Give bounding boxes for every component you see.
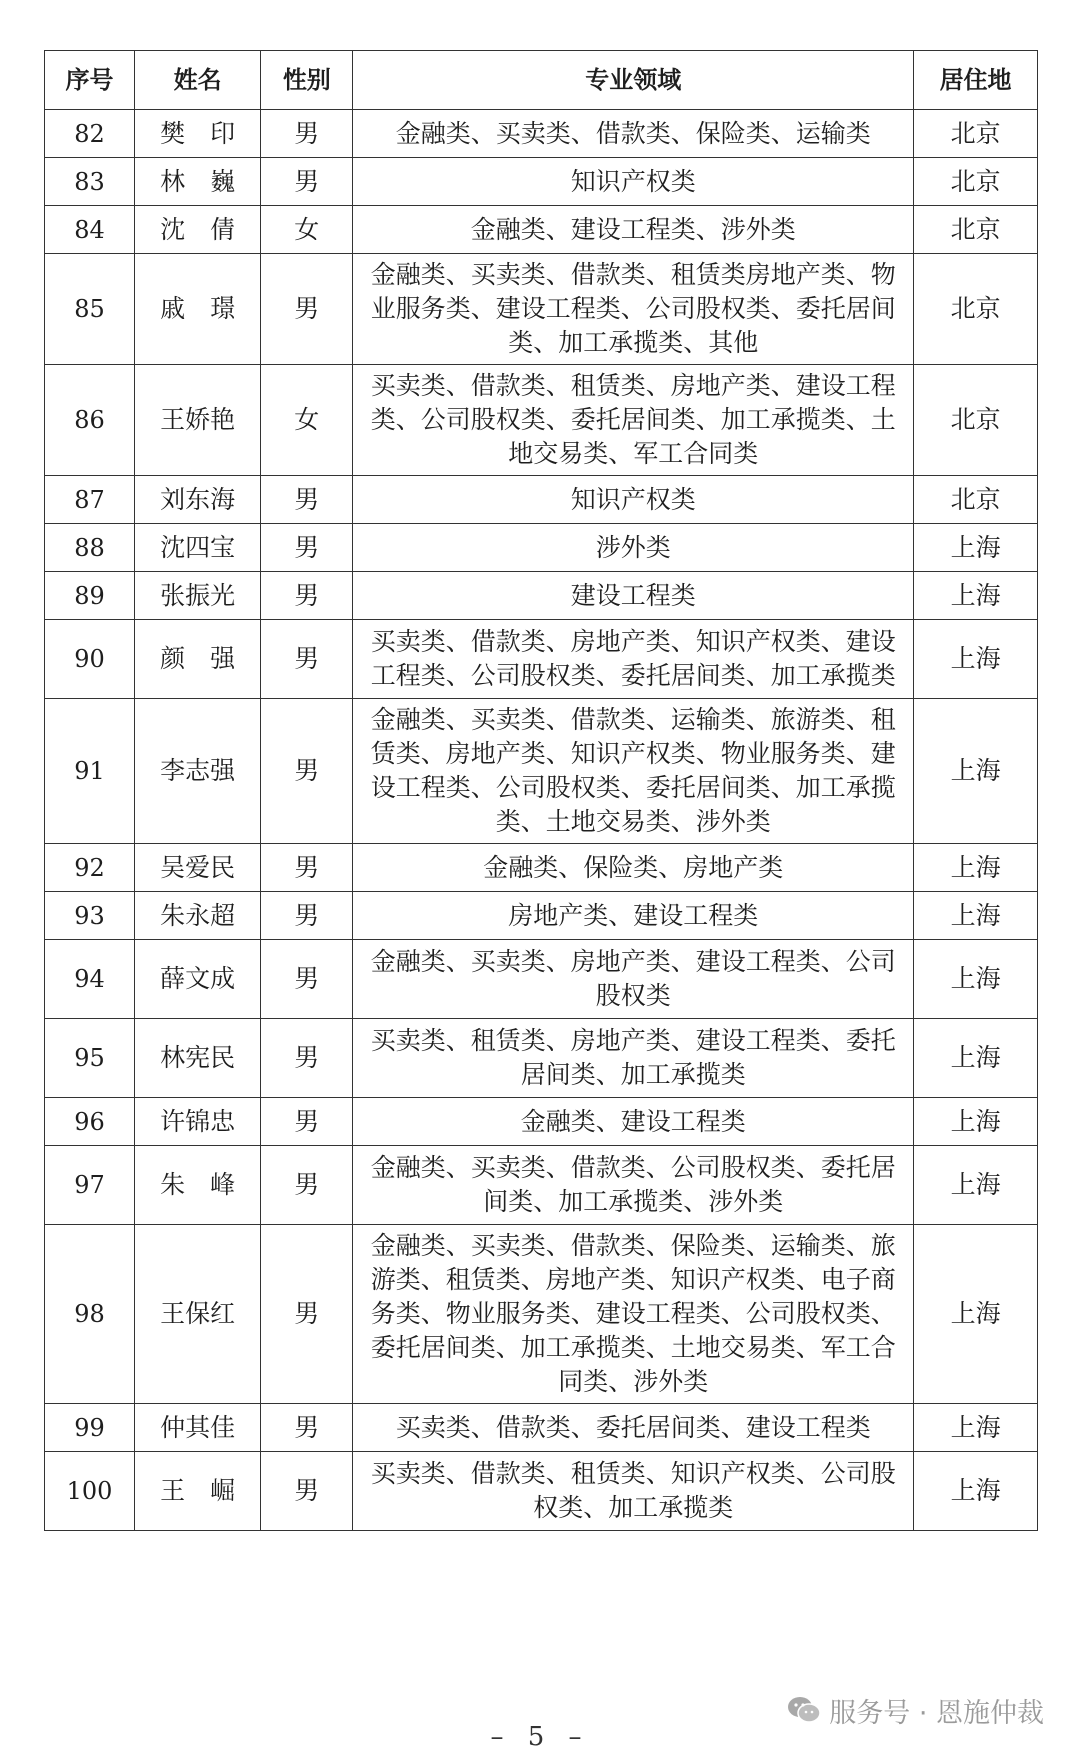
table-row <box>45 476 1038 524</box>
cell-index: 82 <box>45 110 135 158</box>
table-row <box>45 110 1038 158</box>
cell-field: 建设工程类 <box>353 572 914 620</box>
cell-name: 颜 强 <box>135 620 261 699</box>
cell-gender: 男 <box>261 1098 353 1146</box>
table-row <box>45 844 1038 892</box>
cell-residence: 北京 <box>914 254 1038 365</box>
table-row <box>45 940 1038 1019</box>
cell-index: 91 <box>45 699 135 844</box>
cell-name: 刘东海 <box>135 476 261 524</box>
cell-field: 涉外类 <box>353 524 914 572</box>
header-residence: 居住地 <box>914 51 1038 110</box>
cell-field: 金融类、买卖类、房地产类、建设工程类、公司股权类 <box>353 940 914 1019</box>
cell-gender: 男 <box>261 1146 353 1225</box>
table-row <box>45 365 1038 476</box>
cell-residence: 上海 <box>914 1452 1038 1531</box>
table-row <box>45 1098 1038 1146</box>
cell-name: 王 崛 <box>135 1452 261 1531</box>
cell-residence: 北京 <box>914 365 1038 476</box>
cell-field: 买卖类、借款类、租赁类、房地产类、建设工程类、公司股权类、委托居间类、加工承揽类、土地交易类、军工合同类 <box>353 365 914 476</box>
table-row <box>45 620 1038 699</box>
cell-index: 100 <box>45 1452 135 1531</box>
table-row <box>45 1225 1038 1404</box>
cell-gender: 男 <box>261 110 353 158</box>
cell-residence: 北京 <box>914 158 1038 206</box>
cell-residence: 上海 <box>914 844 1038 892</box>
cell-name: 仲其佳 <box>135 1404 261 1452</box>
cell-index: 85 <box>45 254 135 365</box>
cell-field: 金融类、建设工程类 <box>353 1098 914 1146</box>
cell-gender: 男 <box>261 572 353 620</box>
wechat-icon <box>787 1696 821 1724</box>
table-row <box>45 206 1038 254</box>
cell-gender: 男 <box>261 844 353 892</box>
table-row <box>45 892 1038 940</box>
cell-gender: 女 <box>261 206 353 254</box>
watermark-text: 服务号 · 恩施仲裁 <box>829 1697 1044 1729</box>
cell-name: 许锦忠 <box>135 1098 261 1146</box>
header-name: 姓名 <box>135 51 261 110</box>
table-header-row <box>45 51 1038 110</box>
cell-name: 王娇艳 <box>135 365 261 476</box>
cell-residence: 北京 <box>914 110 1038 158</box>
cell-name: 薛文成 <box>135 940 261 1019</box>
table-row <box>45 699 1038 844</box>
cell-name: 朱 峰 <box>135 1146 261 1225</box>
table-row <box>45 572 1038 620</box>
cell-gender: 男 <box>261 524 353 572</box>
cell-index: 94 <box>45 940 135 1019</box>
cell-gender: 男 <box>261 620 353 699</box>
table-row <box>45 254 1038 365</box>
cell-field: 买卖类、借款类、租赁类、知识产权类、公司股权类、加工承揽类 <box>353 1452 914 1531</box>
cell-name: 樊 印 <box>135 110 261 158</box>
cell-field: 买卖类、租赁类、房地产类、建设工程类、委托居间类、加工承揽类 <box>353 1019 914 1098</box>
cell-gender: 男 <box>261 699 353 844</box>
cell-gender: 男 <box>261 1019 353 1098</box>
header-field: 专业领域 <box>353 51 914 110</box>
cell-index: 96 <box>45 1098 135 1146</box>
page-number: – 5 – <box>490 1722 590 1752</box>
cell-field: 金融类、买卖类、借款类、运输类、旅游类、租赁类、房地产类、知识产权类、物业服务类、建设工程类、公司股权类、委托居间类、加工承揽类、土地交易类、涉外类 <box>353 699 914 844</box>
cell-index: 93 <box>45 892 135 940</box>
cell-name: 林宪民 <box>135 1019 261 1098</box>
cell-name: 吴爱民 <box>135 844 261 892</box>
cell-residence: 上海 <box>914 1146 1038 1225</box>
table-row <box>45 1146 1038 1225</box>
cell-name: 李志强 <box>135 699 261 844</box>
cell-gender: 男 <box>261 254 353 365</box>
cell-field: 知识产权类 <box>353 476 914 524</box>
cell-gender: 男 <box>261 1404 353 1452</box>
cell-residence: 上海 <box>914 699 1038 844</box>
table-body <box>45 110 1038 1531</box>
cell-index: 89 <box>45 572 135 620</box>
cell-residence: 北京 <box>914 476 1038 524</box>
header-gender: 性别 <box>261 51 353 110</box>
cell-index: 99 <box>45 1404 135 1452</box>
cell-residence: 上海 <box>914 940 1038 1019</box>
table-row <box>45 1404 1038 1452</box>
cell-name: 林 巍 <box>135 158 261 206</box>
cell-index: 84 <box>45 206 135 254</box>
cell-index: 92 <box>45 844 135 892</box>
table-row <box>45 1019 1038 1098</box>
cell-gender: 男 <box>261 1452 353 1531</box>
cell-name: 沈 倩 <box>135 206 261 254</box>
cell-index: 87 <box>45 476 135 524</box>
cell-residence: 上海 <box>914 1098 1038 1146</box>
cell-field: 金融类、买卖类、借款类、公司股权类、委托居间类、加工承揽类、涉外类 <box>353 1146 914 1225</box>
cell-gender: 男 <box>261 1225 353 1404</box>
cell-name: 朱永超 <box>135 892 261 940</box>
cell-index: 98 <box>45 1225 135 1404</box>
table-row <box>45 158 1038 206</box>
cell-gender: 男 <box>261 892 353 940</box>
cell-residence: 上海 <box>914 1404 1038 1452</box>
cell-name: 王保红 <box>135 1225 261 1404</box>
cell-index: 95 <box>45 1019 135 1098</box>
cell-field: 金融类、买卖类、借款类、租赁类房地产类、物业服务类、建设工程类、公司股权类、委托居间类、加工承揽类、其他 <box>353 254 914 365</box>
cell-gender: 男 <box>261 476 353 524</box>
cell-residence: 上海 <box>914 572 1038 620</box>
cell-gender: 男 <box>261 940 353 1019</box>
cell-field: 房地产类、建设工程类 <box>353 892 914 940</box>
arbitrator-table <box>44 50 1038 1531</box>
cell-index: 97 <box>45 1146 135 1225</box>
table-row <box>45 1452 1038 1531</box>
cell-field: 金融类、买卖类、借款类、保险类、运输类 <box>353 110 914 158</box>
header-index: 序号 <box>45 51 135 110</box>
cell-residence: 上海 <box>914 620 1038 699</box>
cell-index: 83 <box>45 158 135 206</box>
cell-residence: 北京 <box>914 206 1038 254</box>
cell-index: 90 <box>45 620 135 699</box>
cell-field: 知识产权类 <box>353 158 914 206</box>
cell-residence: 上海 <box>914 892 1038 940</box>
cell-residence: 上海 <box>914 1225 1038 1404</box>
cell-gender: 女 <box>261 365 353 476</box>
cell-residence: 上海 <box>914 1019 1038 1098</box>
cell-gender: 男 <box>261 158 353 206</box>
cell-index: 88 <box>45 524 135 572</box>
cell-field: 买卖类、借款类、委托居间类、建设工程类 <box>353 1404 914 1452</box>
cell-residence: 上海 <box>914 524 1038 572</box>
cell-field: 金融类、保险类、房地产类 <box>353 844 914 892</box>
cell-field: 金融类、建设工程类、涉外类 <box>353 206 914 254</box>
cell-name: 沈四宝 <box>135 524 261 572</box>
cell-index: 86 <box>45 365 135 476</box>
table-row <box>45 524 1038 572</box>
cell-field: 金融类、买卖类、借款类、保险类、运输类、旅游类、租赁类、房地产类、知识产权类、电子商务类、物业服务类、建设工程类、公司股权类、委托居间类、加工承揽类、土地交易类、军工合同类、涉外类 <box>353 1225 914 1404</box>
cell-field: 买卖类、借款类、房地产类、知识产权类、建设工程类、公司股权类、委托居间类、加工承揽类 <box>353 620 914 699</box>
cell-name: 戚 璟 <box>135 254 261 365</box>
cell-name: 张振光 <box>135 572 261 620</box>
